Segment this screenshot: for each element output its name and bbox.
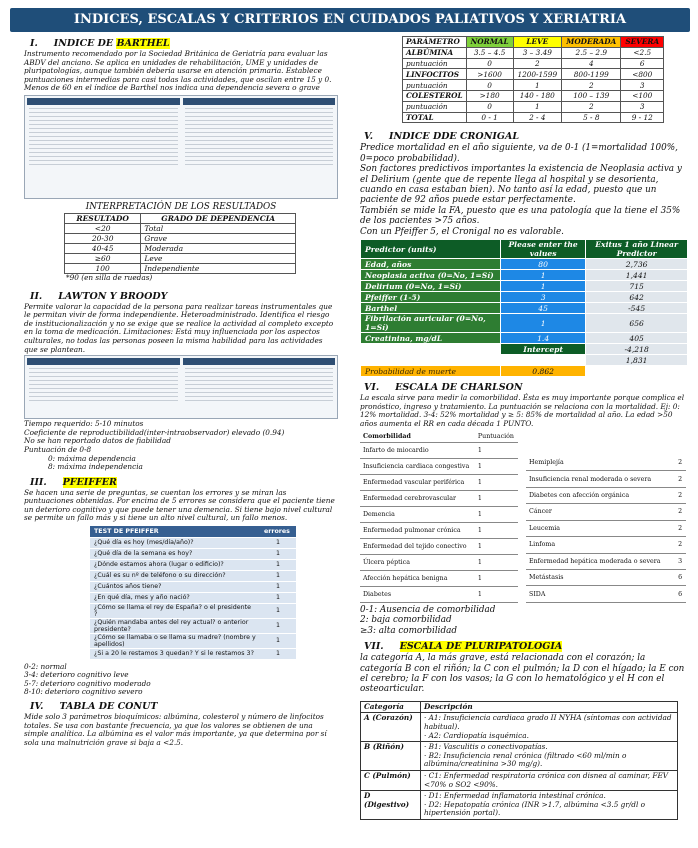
table-row: COLESTEROL >180 140 - 180 100 – 139 <100 — [403, 90, 664, 101]
table-row: Úlcera péptica 1 — [360, 554, 518, 570]
table-row: Fibrilación auricular (0=No, 1=Sí) 1 656 — [361, 314, 688, 333]
table-row: A (Corazón) · A1: Insuficiencia cardiaca grado II NYHA (síntomas con actividad habitual). · A2: Cardiopatía isquémica. — [361, 713, 678, 742]
table-row: Insuficiencia renal moderada o severa 2 — [526, 471, 686, 487]
table-row: Metástasis 6 — [526, 569, 686, 585]
table-row: Demencia 1 — [360, 506, 518, 522]
table-row: ¿Quién mandaba antes del rey actual? o anterior presidente? 1 — [90, 618, 296, 633]
charlson-description: La escala sirve para medir la comorbilidad. Ésta es muy importante porque complica el pronóstico, ingreso y tratamiento. La puntuación se relaciona con la mortalidad. Ej: 0: 12% mortalidad. 3-4: 52% mortalidad y ≥ 5: 85% de mortalidad al año. La edad >50 años aumenta el RR en cada década 1 PUNTO. — [360, 393, 685, 428]
table-row: Diabetes con afección orgánica 2 — [526, 487, 686, 503]
right-column — [360, 36, 688, 820]
table-row: C (Pulmón) · C1: Enfermedad respiratoria crónica con disnea al caminar, FEV <70% o SO2 <90%. — [361, 770, 678, 790]
table-row: ¿Cómo se llama el rey de España? o el presidente ? 1 — [90, 603, 296, 618]
table-row: Cáncer 2 — [526, 504, 686, 520]
barthel-interpretation-table: RESULTADO GRADO DE DEPENDENCIA <20 Total 20-30 Grave 40-45 Moderada ≥60 Leve 100 Independiente — [64, 213, 296, 274]
table-row: Enfermedad del tejido conectivo 1 — [360, 538, 518, 554]
left-column — [24, 36, 338, 747]
lawton-details: Tiempo requerido: 5-10 minutos Coeficiente de reproductibilidad(inter-intraobservador) elevado (0.94) No se han reportado datos de fiabilidad Puntuación de 0-8 0: máxima dependencia 8: máxima independencia — [24, 419, 285, 472]
interpretation-title: INTERPRETACIÓN DE LOS RESULTADOS — [85, 201, 277, 212]
lawton-description: Permite valorar la capacidad de la persona para realizar tareas instrumentales que le permitan vivir de forma independiente. Heteroadministrado. Identifica el riesgo de institucionalización y no se exige que se realice la actividad al completo excepto en la toma de medicación. Limitaciones: Está muy influenciada por los aspectos culturales, no todas las personas poseen la misma habilidad para las actividades que se plantean. — [24, 301, 334, 354]
section-conut-heading: IV. TABLA DE CONUT — [30, 700, 158, 712]
table-row: Enfermedad cerebrovascular 1 — [360, 490, 518, 506]
table-row: ¿En qué día, mes y año nació? 1 — [90, 592, 296, 603]
section-lawton-heading: II. LAWTON Y BROODY — [30, 290, 168, 302]
table-row: 40-45 Moderada — [65, 243, 296, 253]
table-row: 100 Independiente — [65, 263, 296, 273]
charlson-interpretation: 0-1: Ausencia de comorbilidad 2: baja comorbilidad ≥3: alta comorbilidad — [360, 604, 496, 636]
table-row: D (Digestivo) · D1: Enfermedad inflamatoria intestinal crónica. · D2: Hepatopatía crónica (INR >1.7, albúmina <3.5 gr/dl o hipertensión portal). — [361, 791, 678, 820]
table-row: Diabetes 1 — [360, 586, 518, 602]
table-row: Delirium (0=No, 1=Sí) 1 715 — [361, 281, 688, 292]
table-row: Enfermedad pulmonar crónica 1 — [360, 522, 518, 538]
table-row: puntuación 0 1 2 3 — [403, 80, 664, 91]
table-row: ¿Qué día es hoy (mes/día/año)? 1 — [90, 537, 296, 548]
section-barthel-heading: I. INDICE DE BARTHEL — [30, 38, 170, 49]
table-row: SIDA 6 — [526, 586, 686, 603]
table-row: ¿Cuántos años tiene? 1 — [90, 581, 296, 592]
section-pfeiffer-heading: III. PFEIFFER — [30, 476, 117, 488]
table-row: puntuación 0 1 2 3 — [403, 101, 664, 112]
table-row: <20 Total — [65, 223, 296, 233]
table-row: ¿Si a 20 le restamos 3 quedan? Y si le restamos 3? 1 — [90, 648, 296, 659]
table-row: Linfoma 2 — [526, 537, 686, 553]
table-row: Afección hepática benigna 1 — [360, 570, 518, 586]
page-title-banner: INDICES, ESCALAS Y CRITERIOS EN CUIDADOS PALIATIVOS Y XERIATRIA — [10, 8, 690, 32]
interpretation-note: *90 (en silla de ruedas) — [66, 272, 153, 282]
pfeiffer-table: TEST DE PFEIFFER errores ¿Qué día es hoy (mes/día/año)? 1 ¿Qué día de la semana es hoy? 1 ¿Dónde estamos ahora (lugar o edificio)? 1 ¿Cuál es su nº de teléfono o su dirección? 1 ¿Cuántos años tiene? 1 ¿En qué día, mes y año nació? 1 ¿Cómo se llama el rey de España? o el presidente ? 1 ¿Quién mandaba antes del rey actual? o anterior presidente? 1 ¿Cómo se llamaba o se llama su madre? (nombre y apellidos) 1 ¿Si a 20 le restamos 3 quedan? Y si le restamos 3? 1 — [90, 526, 296, 660]
table-row: TOTAL 0 - 1 2 - 4 5 - 8 9 - 12 — [403, 112, 664, 123]
table-row: Insuficiencia cardiaca congestiva 1 — [360, 458, 518, 474]
table-row: Creatinina, mg/dL 1.4 405 — [361, 333, 688, 344]
table-row: puntuación 0 2 4 6 — [403, 58, 664, 69]
conut-description: Mide solo 3 parámetros bioquímicos: albúmina, colesterol y número de linfocitos totales. Se usa con bastante frecuencia, ya que los valores se obtienen de una simple analítica. La albúmina es el valor más importante, ya que determina por sí sola una malnutrición grave si baja a <2.5. — [24, 711, 327, 747]
cronigal-description: Predice mortalidad en el año siguiente, va de 0-1 (1=mortalidad 100%, 0=poco probabilidad). Son factores predictivos importantes la existencia de Neoplasia activa y el Delirium (gente que de repente llega al hospital y se desorienta, cuando en casa estaban bien). No tanto así la edad, puesto que un paciente de 92 años puede estar perfectamente. También se mide la FA, puesto que es una patología que la tiene el 35% de los pacientes >75 años. Con un Pfeiffer 5, el Cronigal no es valorable. — [360, 143, 682, 237]
pluripatologia-description: la categoría A, la más grave, está relacionada con el corazón; la categoría B con el riñón; la C con el pulmón; la D con el hígado; la E con el cerebro; la F con los vasos; la G con lo hematológico y el H con el osteoarticular. — [360, 653, 685, 695]
table-row: ¿Qué día de la semana es hoy? 1 — [90, 548, 296, 559]
table-row: Barthel 45 -545 — [361, 303, 688, 314]
pluripatologia-table: Categoría Descripción A (Corazón) · A1: Insuficiencia cardiaca grado II NYHA (síntomas con actividad habitual). · A2: Cardiopatía isquémica. B (Riñón) · B1: Vasculitis o conectivopatías. · B2: Insuficiencia renal crónica (filtrado <60 ml/min o albúmina/creatinina >30 mg/g). C (Pulmón) · C1: Enfermedad respiratoria crónica con disnea al caminar, FEV <70% o SO2 <90%. D (Digestivo) · D1: Enfermedad inflamatoria intestinal crónica. · D2: Hepatopatía crónica (INR >1.7, albúmina <3.5 gr/dl o hipertensión portal). — [360, 701, 678, 820]
table-row: Enfermedad vascular periférica 1 — [360, 474, 518, 490]
table-row: B (Riñón) · B1: Vasculitis o conectivopatías. · B2: Insuficiencia renal crónica (filtrado <60 ml/min o albúmina/creatinina >30 mg/g). — [361, 742, 678, 771]
lawton-form-image — [24, 355, 338, 419]
cronigal-calculator: Predictor (units) Please enter the values Exitus 1 año Linear Predictor Edad, años 80 2,736 Neoplasia activa (0=No, 1=Sí) 1 1,441 Delirium (0=No, 1=Sí) 1 715 Pfeiffer (1-5) 3 642 Barthel 45 -545 Fibrilación auricular (0=No, 1=Sí) 1 656 Creatinina, mg/dL 1.4 405 Intercept -4,218 1,831 Probabilidad de muerte 0.862 — [360, 239, 688, 377]
barthel-form-image — [24, 95, 338, 199]
table-row: Edad, años 80 2,736 — [361, 259, 688, 270]
table-row: 20-30 Grave — [65, 233, 296, 243]
table-row: Pfeiffer (1-5) 3 642 — [361, 292, 688, 303]
table-row: Neoplasia activa (0=No, 1=Sí) 1 1,441 — [361, 270, 688, 281]
section-charlson-heading: VI. ESCALA DE CHARLSON — [364, 382, 523, 394]
table-row: Hemiplejía 2 — [526, 454, 686, 470]
table-row: ¿Cuál es su nº de teléfono o su dirección? 1 — [90, 570, 296, 581]
conut-table: PARÁMETRO NORMAL LEVE MODERADA SEVERA ALBÚMINA 3.5 – 4.5 3 – 3.49 2.5 – 2.9 <2.5 puntuación 0 2 4 6 LINFOCITOS >1600 1200-1599 800-1199 <800 puntuación 0 1 2 3 COLESTEROL >180 140 - 180 100 – 139 <100 puntuación 0 1 2 3 TOTAL 0 - 1 2 - 4 5 - 8 9 - 12 — [402, 36, 664, 123]
charlson-table: Comorbilidad Puntuación Infarto de miocardio 1 Insuficiencia cardiaca congestiva 1 Enfermedad vascular periférica 1 Enfermedad cerebrovascular 1 Demencia 1 Enfermedad pulmonar crónica 1 Enfermedad del tejido conectivo 1 Úlcera péptica 1 Afección hepática benigna 1 Diabetes 1 Hemiplejía 2 Insuficiencia renal moderada o severa 2 Diabetes con afección orgánica 2 Cáncer 2 Leucemia 2 Linfoma 2 Enfermedad hepática moderada o severa 3 Metástasis 6 SIDA 6 — [360, 430, 688, 603]
table-row: ≥60 Leve — [65, 253, 296, 263]
table-row: ALBÚMINA 3.5 – 4.5 3 – 3.49 2.5 – 2.9 <2.5 — [403, 47, 664, 58]
section-cronigal-heading: V. INDICE DDE CRONIGAL — [364, 131, 519, 143]
pfeiffer-description: Se hacen una serie de preguntas, se cuentan los errores y se miran las puntuaciones obtenidas. Por encima de 5 errores se considera que el paciente tiene un deterioro cognitivo y que puede tener una demencia. Si tiene bajo nivel cultural se permite un fallo más y si tiene un alto nivel cultural, un fallo menos. — [24, 487, 335, 523]
table-row: Leucemia 2 — [526, 520, 686, 536]
pfeiffer-interpretation: 0-2: normal 3-4: deterioro cognitivo leve 5-7: deterioro cognitivo moderado 8-10: deterioro cognitivo severo — [24, 661, 151, 697]
table-row: ¿Dónde estamos ahora (lugar o edificio)? 1 — [90, 559, 296, 570]
section-pluripatologia-heading: VII. ESCALA DE PLURIPATOLOGIA — [364, 641, 563, 653]
barthel-description: Instrumento recomendado por la Sociedad Británica de Geriatría para evaluar las ABDV del anciano. Se aplica en unidades de rehabilitación, UME y unidades de pluripatologías, aunque también debería usarse en atención primaria. Establece puntuaciones intermedias para casi todas las actividades, que oscilan entre 15 y 0. Menos de 60 en el índice de Barthel nos indica una dependencia severa o grave — [24, 49, 332, 93]
table-row: ¿Cómo se llamaba o se llama su madre? (nombre y apellidos) 1 — [90, 633, 296, 648]
table-row: Enfermedad hepática moderada o severa 3 — [526, 553, 686, 569]
table-row: LINFOCITOS >1600 1200-1599 800-1199 <800 — [403, 69, 664, 80]
table-row: Infarto de miocardio 1 — [360, 442, 518, 458]
